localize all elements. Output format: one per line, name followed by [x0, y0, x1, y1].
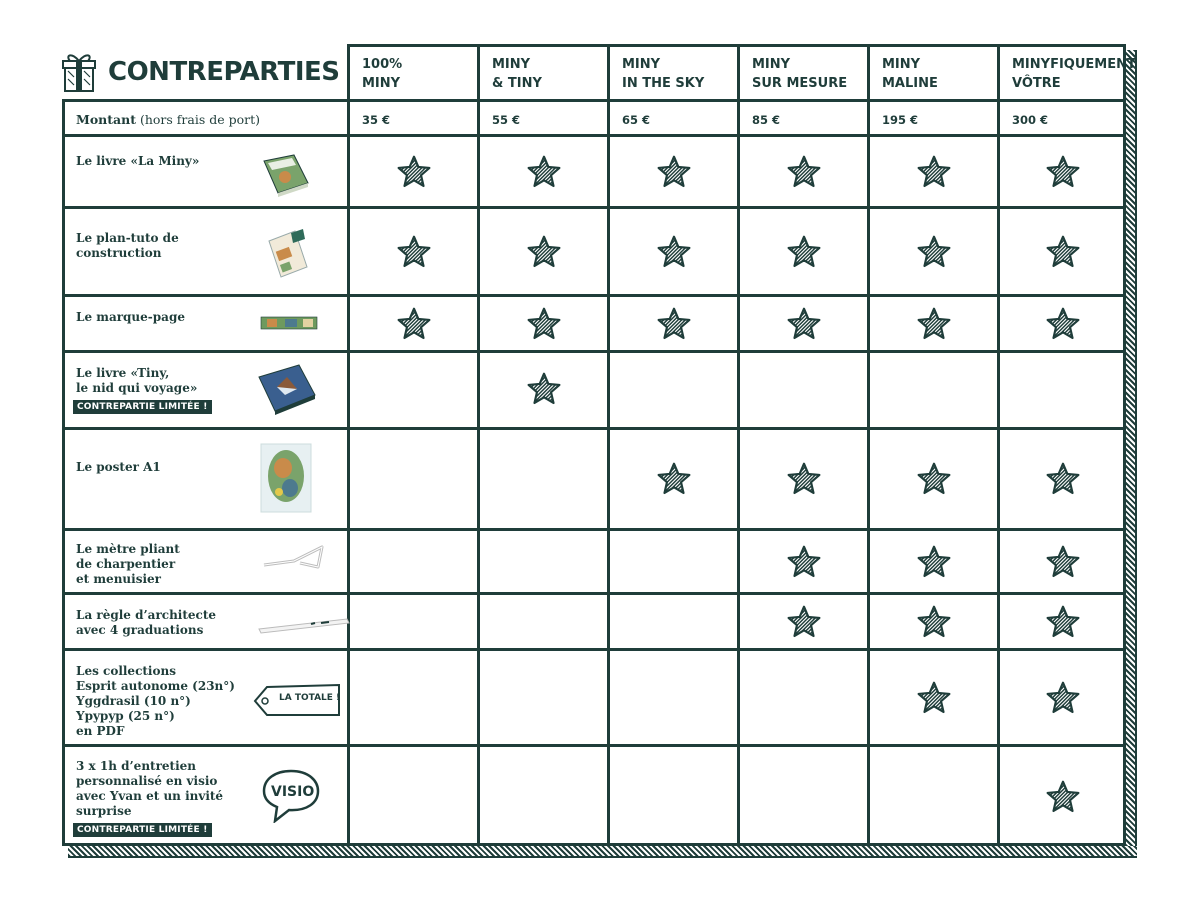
- amount-label-cell: [65, 102, 347, 134]
- reward-label: 3 x 1h d’entretien personnalisé en visio avec Yvan et un invité surprise: [76, 759, 224, 818]
- reward-cell: [870, 137, 997, 206]
- tier-price-cell: [350, 102, 477, 134]
- tier-price: 35 €: [362, 113, 391, 127]
- tier-header: [870, 47, 997, 99]
- star-icon: [1045, 306, 1081, 342]
- star-icon: [526, 234, 562, 270]
- amount-label-bold: Montant: [76, 112, 136, 127]
- reward-cell: [1000, 137, 1126, 206]
- reward-cell: [1000, 747, 1126, 846]
- reward-cell: [1000, 651, 1126, 744]
- star-icon: [1045, 154, 1081, 190]
- reward-cell: [610, 531, 737, 592]
- limited-badge: CONTREPARTIE LIMITÉE !: [73, 400, 212, 414]
- reward-cell: [870, 297, 997, 350]
- star-icon: [786, 306, 822, 342]
- tier-price: 55 €: [492, 113, 521, 127]
- reward-cell: [350, 297, 477, 350]
- reward-label: La règle d’architecte avec 4 graduations: [76, 608, 217, 637]
- tier-price: 300 €: [1012, 113, 1049, 127]
- reward-cell: [870, 651, 997, 744]
- tier-name: MINY MALINE: [882, 57, 938, 91]
- la-totale-label: LA TOTALE !: [279, 693, 341, 703]
- star-icon: [916, 604, 952, 640]
- reward-cell: [610, 651, 737, 744]
- star-icon: [786, 234, 822, 270]
- poster-icon: [259, 442, 313, 518]
- table-shadow-bottom: [68, 846, 1137, 858]
- reward-cell: [480, 137, 607, 206]
- reward-cell: [480, 297, 607, 350]
- reward-row-label-cell: [65, 297, 347, 350]
- tier-name: 100% MINY: [362, 57, 403, 91]
- reward-cell: [350, 137, 477, 206]
- star-icon: [1045, 544, 1081, 580]
- reward-cell: [480, 209, 607, 294]
- reward-cell: [740, 353, 867, 427]
- reward-row-label-cell: [65, 430, 347, 528]
- reward-row-label-cell: [65, 137, 347, 206]
- star-icon: [396, 154, 432, 190]
- reward-cell: [610, 595, 737, 648]
- architect-ruler-icon: [255, 613, 351, 639]
- tier-price: 195 €: [882, 113, 919, 127]
- star-icon: [786, 154, 822, 190]
- folding-rule-icon: [260, 543, 330, 577]
- reward-cell: [1000, 430, 1126, 528]
- star-icon: [1045, 680, 1081, 716]
- star-icon: [526, 306, 562, 342]
- star-icon: [1045, 604, 1081, 640]
- reward-cell: [350, 747, 477, 846]
- tier-name: MINY SUR MESURE: [752, 57, 848, 91]
- reward-cell: [350, 430, 477, 528]
- star-icon: [656, 234, 692, 270]
- star-icon: [396, 306, 432, 342]
- reward-cell: [610, 209, 737, 294]
- tier-price-cell: [1000, 102, 1126, 134]
- tier-price-cell: [870, 102, 997, 134]
- tier-price-cell: [740, 102, 867, 134]
- star-icon: [916, 154, 952, 190]
- reward-cell: [1000, 353, 1126, 427]
- reward-label: Le marque-page: [76, 310, 185, 324]
- tier-header: [610, 47, 737, 99]
- table-title: [62, 44, 347, 99]
- table-shadow-right: [1126, 50, 1137, 858]
- book-tiny-icon: [255, 363, 319, 419]
- star-icon: [656, 461, 692, 497]
- star-icon: [916, 680, 952, 716]
- reward-cell: [480, 747, 607, 846]
- reward-cell: [870, 747, 997, 846]
- reward-cell: [480, 651, 607, 744]
- reward-cell: [740, 209, 867, 294]
- reward-cell: [1000, 297, 1126, 350]
- reward-row-label-cell: [65, 531, 347, 592]
- star-icon: [396, 234, 432, 270]
- reward-cell: [740, 595, 867, 648]
- reward-label: Le mètre pliant de charpentier et menuisier: [76, 542, 180, 586]
- amount-label: [65, 102, 347, 127]
- star-icon: [916, 306, 952, 342]
- tier-price: 65 €: [622, 113, 651, 127]
- reward-cell: [350, 209, 477, 294]
- tier-name: MINYFIQUEMENT VÔTRE: [1012, 57, 1136, 91]
- reward-cell: [610, 297, 737, 350]
- star-icon: [526, 371, 562, 407]
- tier-header: [740, 47, 867, 99]
- reward-row-label-cell: [65, 209, 347, 294]
- reward-label: Le plan-tuto de construction: [76, 231, 179, 260]
- reward-cell: [480, 531, 607, 592]
- reward-row-label-cell: [65, 353, 347, 427]
- reward-cell: [1000, 595, 1126, 648]
- tier-header: [350, 47, 477, 99]
- tier-price: 85 €: [752, 113, 781, 127]
- gift-icon: [62, 51, 96, 93]
- reward-label: Le poster A1: [76, 460, 161, 474]
- tier-name: MINY & TINY: [492, 57, 542, 91]
- reward-cell: [870, 595, 997, 648]
- star-icon: [656, 154, 692, 190]
- reward-label: Les collections Esprit autonome (23n°) Yggdrasil (10 n°) Ypypyp (25 n°) en PDF: [76, 664, 235, 738]
- reward-cell: [350, 531, 477, 592]
- reward-cell: [1000, 209, 1126, 294]
- bookmark-icon: [259, 313, 319, 337]
- reward-row-label-cell: [65, 651, 347, 744]
- book-la-miny-icon: [260, 153, 312, 201]
- reward-cell: [350, 353, 477, 427]
- reward-cell: [610, 430, 737, 528]
- reward-cell: [870, 430, 997, 528]
- reward-cell: [740, 137, 867, 206]
- plan-tuto-icon: [261, 227, 313, 285]
- reward-row-label-cell: [65, 747, 347, 846]
- star-icon: [786, 604, 822, 640]
- reward-cell: [480, 430, 607, 528]
- reward-row-label-cell: [65, 595, 347, 648]
- tier-header: [480, 47, 607, 99]
- star-icon: [1045, 461, 1081, 497]
- star-icon: [1045, 779, 1081, 815]
- star-icon: [916, 461, 952, 497]
- reward-cell: [480, 595, 607, 648]
- reward-cell: [350, 595, 477, 648]
- page-title: CONTREPARTIES: [108, 56, 340, 87]
- reward-cell: [740, 430, 867, 528]
- reward-cell: [610, 747, 737, 846]
- star-icon: [526, 154, 562, 190]
- star-icon: [916, 234, 952, 270]
- la-totale-tag-icon: [253, 681, 343, 725]
- reward-label: Le livre «La Miny»: [76, 154, 200, 168]
- reward-cell: [480, 353, 607, 427]
- star-icon: [786, 461, 822, 497]
- reward-cell: [610, 353, 737, 427]
- reward-cell: [350, 651, 477, 744]
- reward-cell: [740, 651, 867, 744]
- reward-cell: [870, 531, 997, 592]
- reward-cell: [870, 353, 997, 427]
- reward-cell: [1000, 531, 1126, 592]
- limited-badge: CONTREPARTIE LIMITÉE !: [73, 823, 212, 837]
- tier-price-cell: [480, 102, 607, 134]
- tier-price-cell: [610, 102, 737, 134]
- star-icon: [786, 544, 822, 580]
- star-icon: [656, 306, 692, 342]
- reward-cell: [740, 747, 867, 846]
- reward-cell: [870, 209, 997, 294]
- reward-cell: [740, 297, 867, 350]
- star-icon: [916, 544, 952, 580]
- reward-cell: [610, 137, 737, 206]
- amount-label-rest: (hors frais de port): [136, 112, 261, 127]
- tier-header: [1000, 47, 1136, 99]
- tier-name: MINY IN THE SKY: [622, 57, 705, 91]
- star-icon: [1045, 234, 1081, 270]
- rewards-table: [62, 44, 1136, 846]
- reward-cell: [740, 531, 867, 592]
- reward-label: Le livre «Tiny, le nid qui voyage»: [76, 366, 198, 395]
- visio-label: VISIO: [271, 784, 315, 800]
